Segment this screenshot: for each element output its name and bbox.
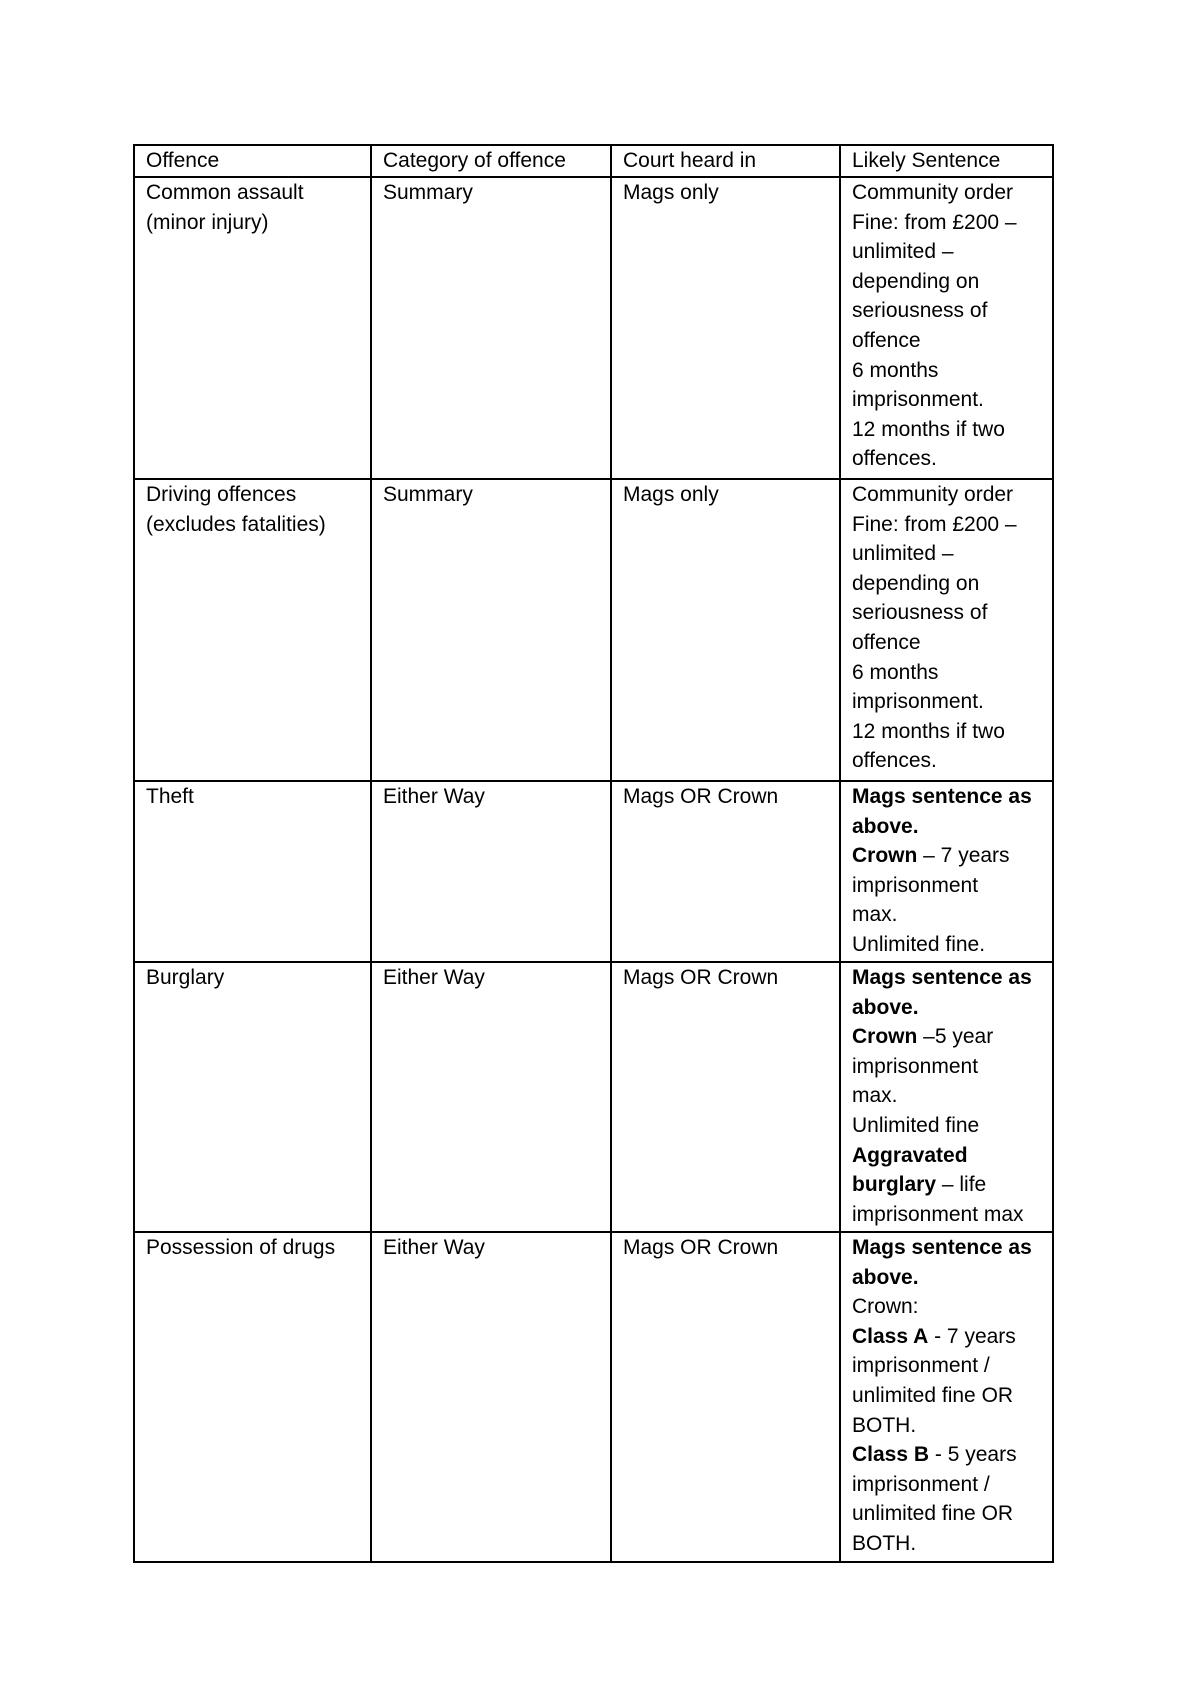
sentence-line (852, 1440, 1052, 1470)
sentence-line (852, 208, 1052, 238)
sentence-text: unlimited – (852, 240, 954, 264)
sentence-line (852, 1170, 1052, 1200)
sentence-bold-text: above. (852, 995, 919, 1019)
sentence-text: imprisonment (852, 873, 979, 897)
sentence-line (852, 539, 1052, 569)
sentence-bold-text: Mags sentence as (852, 785, 1032, 808)
cell-category: Summary (371, 177, 611, 479)
sentence-line (852, 326, 1052, 356)
sentence-line (852, 1411, 1052, 1441)
sentence-text: imprisonment / (852, 1472, 990, 1496)
header-category: Category of offence (371, 145, 611, 177)
sentence-line (852, 1111, 1052, 1141)
sentence-line (852, 598, 1052, 628)
cell-offence (134, 479, 371, 781)
cell-sentence (840, 781, 1053, 962)
cell-court: Mags OR Crown (611, 962, 840, 1232)
table-row (134, 479, 1053, 781)
sentence-line (852, 658, 1052, 688)
sentence-line (852, 296, 1052, 326)
sentence-line (852, 841, 1052, 871)
cell-category: Either Way (371, 781, 611, 962)
sentence-line (852, 569, 1052, 599)
sentence-line (852, 717, 1052, 747)
sentence-text: BOTH. (852, 1413, 917, 1437)
sentence-text: 6 months (852, 660, 939, 684)
sentence-text: – 7 years (917, 844, 1010, 868)
sentence-line (852, 178, 1052, 208)
header-sentence: Likely Sentence (840, 145, 1053, 177)
sentence-text: BOTH. (852, 1531, 917, 1555)
cell-offence (134, 962, 371, 1232)
sentence-text: depending on (852, 269, 980, 293)
sentence-line (852, 1381, 1052, 1411)
sentence-text: offences. (852, 749, 937, 773)
sentence-text: Unlimited fine. (852, 932, 986, 956)
sentence-text: offences. (852, 447, 937, 471)
sentence-line (852, 746, 1052, 776)
sentence-bold-text: above. (852, 814, 919, 838)
sentence-text: unlimited fine OR (852, 1502, 1014, 1526)
sentence-line (852, 687, 1052, 717)
sentence-text: Fine: from £200 – (852, 210, 1017, 234)
cell-offence (134, 177, 371, 479)
sentence-bold-text: Mags sentence as (852, 1236, 1032, 1259)
table-body (134, 177, 1053, 1562)
cell-court: Mags only (611, 479, 840, 781)
sentence-bold-text: Aggravated (852, 1143, 968, 1167)
sentence-bold-text: Crown (852, 844, 918, 868)
sentence-text: imprisonment. (852, 388, 984, 412)
sentence-text: depending on (852, 571, 980, 595)
cell-category: Either Way (371, 1232, 611, 1562)
sentence-line (852, 356, 1052, 386)
offence-line: Theft (146, 785, 194, 808)
sentence-line (852, 1081, 1052, 1111)
sentence-text: imprisonment max (852, 1202, 1024, 1226)
sentence-line (852, 1141, 1052, 1171)
sentence-line (852, 812, 1052, 842)
sentence-line (852, 1022, 1052, 1052)
cell-sentence (840, 479, 1053, 781)
sentence-line (852, 480, 1052, 510)
sentence-line (852, 900, 1052, 930)
cell-offence (134, 1232, 371, 1562)
sentence-bold-text: burglary (852, 1173, 937, 1197)
sentence-line (852, 1233, 1052, 1263)
sentence-text: Unlimited fine (852, 1113, 980, 1137)
table-header-row (134, 145, 1053, 177)
sentence-text: 12 months if two (852, 417, 1005, 441)
cell-sentence (840, 1232, 1053, 1562)
sentence-text: 12 months if two (852, 719, 1005, 743)
sentence-line (852, 1200, 1052, 1230)
table-row (134, 1232, 1053, 1562)
sentence-line (852, 871, 1052, 901)
sentence-line (852, 1292, 1052, 1322)
sentence-line (852, 444, 1052, 474)
sentence-bold-text: Class A (852, 1324, 929, 1348)
cell-sentence (840, 962, 1053, 1232)
sentence-text: Community order (852, 483, 1014, 506)
cell-sentence (840, 177, 1053, 479)
offence-line: Burglary (146, 966, 225, 989)
sentence-line (852, 1322, 1052, 1352)
sentence-text: offence (852, 630, 921, 654)
offence-line: (minor injury) (146, 210, 269, 234)
cell-category: Summary (371, 479, 611, 781)
sentence-line (852, 1470, 1052, 1500)
sentence-text: Community order (852, 181, 1014, 204)
offence-line: Common assault (146, 181, 304, 204)
sentence-text: –5 year (917, 1025, 994, 1049)
sentence-line (852, 1052, 1052, 1082)
cell-court: Mags only (611, 177, 840, 479)
sentence-text: Crown: (852, 1295, 919, 1319)
sentence-text: - 5 years (929, 1443, 1017, 1467)
sentence-bold-text: Mags sentence as (852, 966, 1032, 989)
offence-line: Driving offences (146, 483, 297, 506)
sentence-line (852, 385, 1052, 415)
sentence-line (852, 930, 1052, 960)
sentence-line (852, 782, 1052, 812)
sentence-bold-text: Crown (852, 1025, 918, 1049)
table-row (134, 177, 1053, 479)
sentence-text: max. (852, 1084, 898, 1108)
sentence-text: imprisonment (852, 1054, 979, 1078)
offence-line: Possession of drugs (146, 1236, 336, 1259)
sentence-text: seriousness of (852, 299, 988, 323)
sentence-text: max. (852, 903, 898, 927)
sentence-text: offence (852, 328, 921, 352)
offence-line: (excludes fatalities) (146, 512, 326, 536)
sentence-line (852, 1529, 1052, 1559)
table-row (134, 962, 1053, 1232)
sentence-line (852, 1351, 1052, 1381)
sentence-line (852, 510, 1052, 540)
cell-category: Either Way (371, 962, 611, 1232)
sentence-text: imprisonment / (852, 1354, 990, 1378)
sentence-line (852, 1263, 1052, 1293)
sentence-line (852, 993, 1052, 1023)
sentence-text: unlimited – (852, 542, 954, 566)
sentence-line (852, 415, 1052, 445)
sentence-text: seriousness of (852, 601, 988, 625)
sentence-text: – life (936, 1173, 987, 1197)
sentence-bold-text: Class B (852, 1443, 930, 1467)
sentence-text: Fine: from £200 – (852, 512, 1017, 536)
sentence-text: imprisonment. (852, 690, 984, 714)
table-row (134, 781, 1053, 962)
sentence-line (852, 237, 1052, 267)
cell-court: Mags OR Crown (611, 1232, 840, 1562)
header-offence: Offence (134, 145, 371, 177)
sentence-text: unlimited fine OR (852, 1383, 1014, 1407)
sentence-line (852, 963, 1052, 993)
cell-offence (134, 781, 371, 962)
sentence-line (852, 267, 1052, 297)
cell-court: Mags OR Crown (611, 781, 840, 962)
sentence-line (852, 1499, 1052, 1529)
offence-table (133, 144, 1054, 1563)
sentence-text: 6 months (852, 358, 939, 382)
sentence-line (852, 628, 1052, 658)
header-court: Court heard in (611, 145, 840, 177)
sentence-text: - 7 years (928, 1324, 1016, 1348)
sentence-bold-text: above. (852, 1265, 919, 1289)
